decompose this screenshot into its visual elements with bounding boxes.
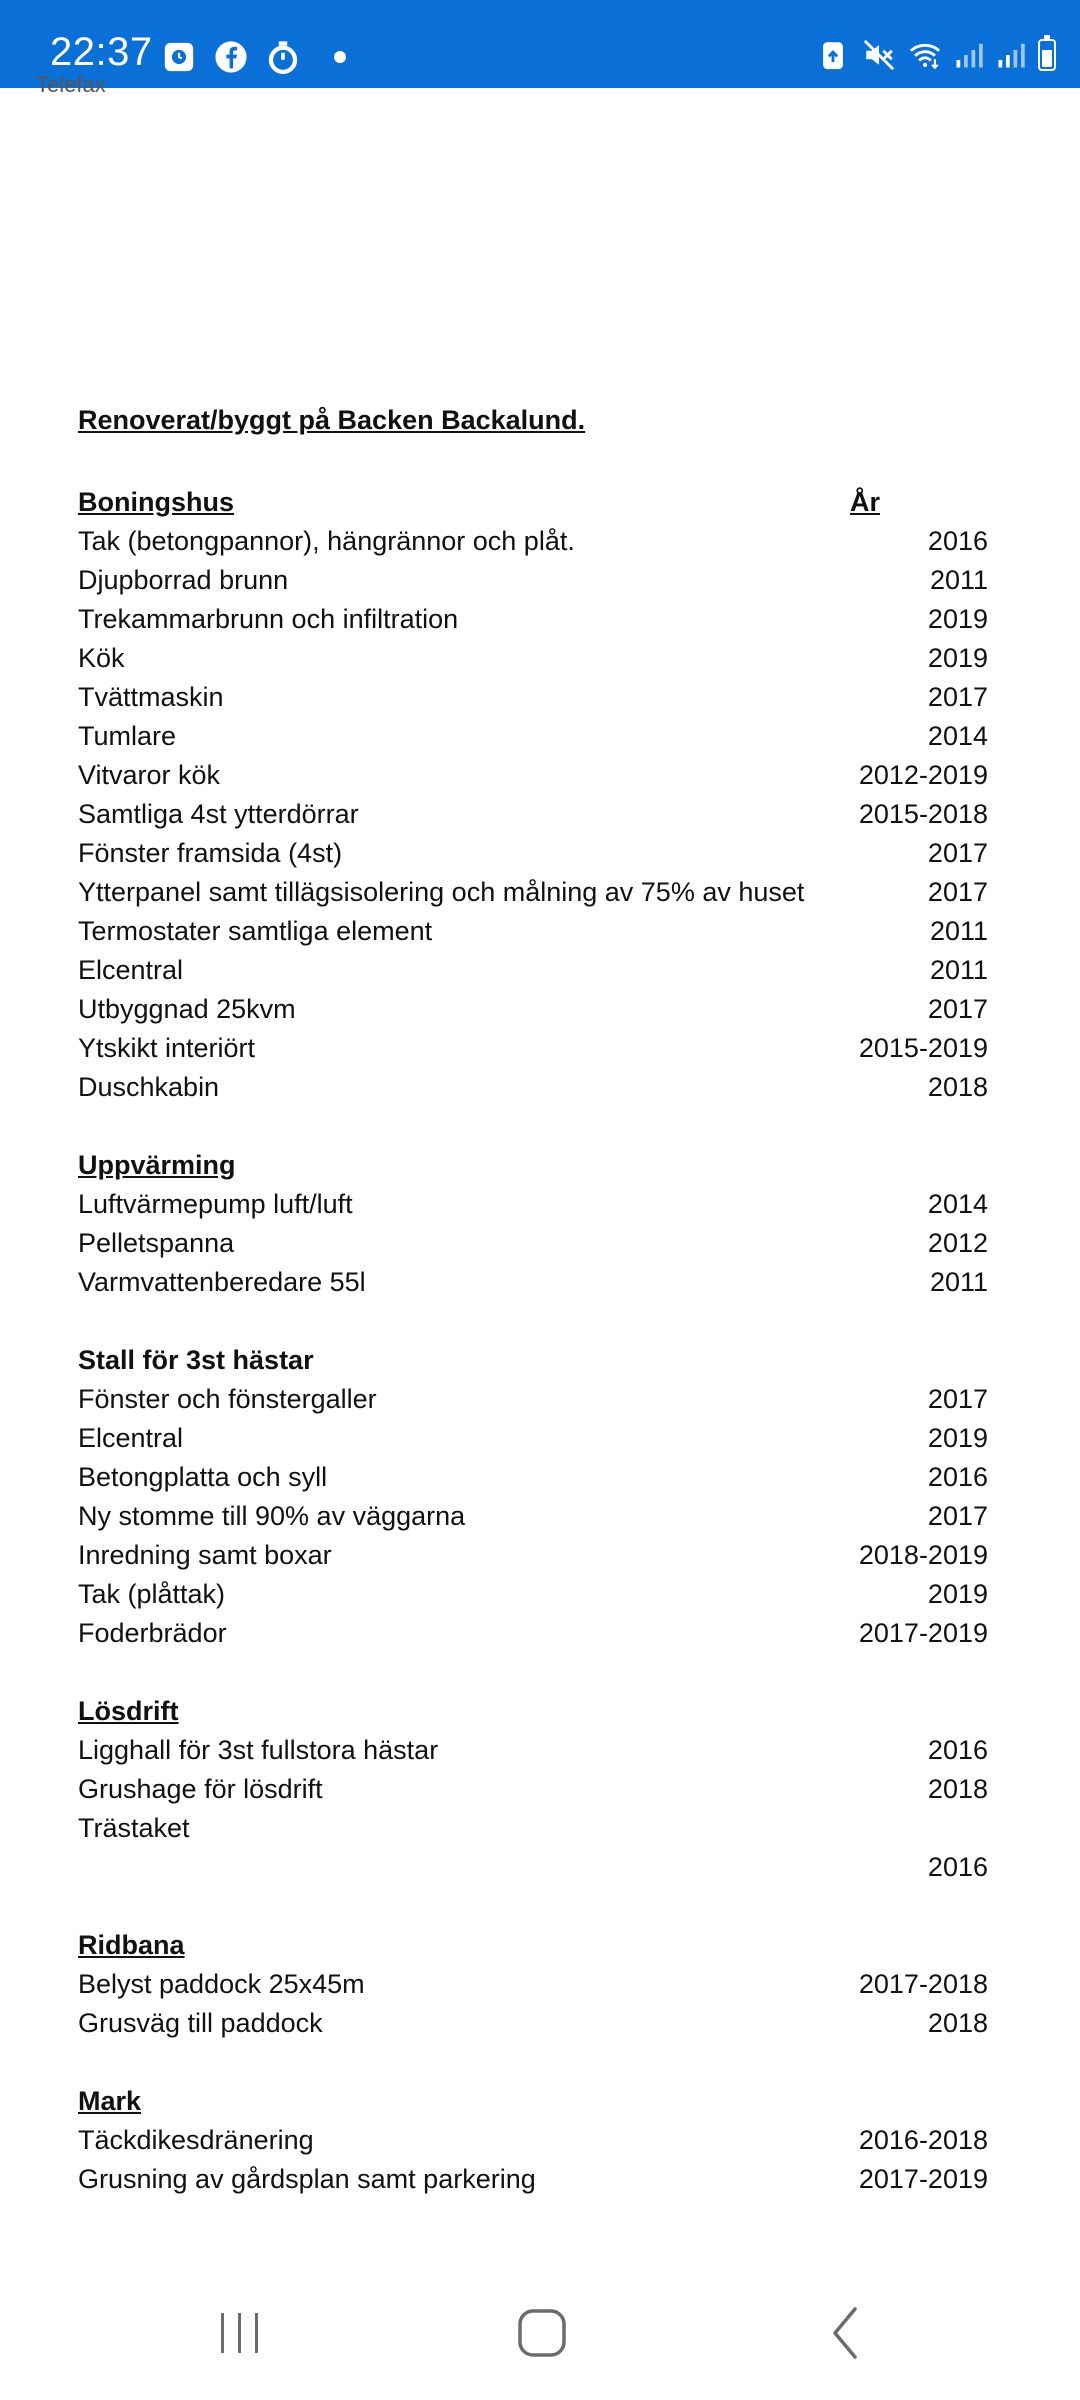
list-item — [78, 1420, 988, 1456]
list-item — [78, 640, 988, 676]
item-label: Utbyggnad 25kvm — [78, 994, 296, 1024]
list-item — [78, 991, 988, 1027]
recent-apps-button[interactable] — [200, 2298, 280, 2368]
item-year: 2019 — [927, 643, 988, 673]
item-label: Fönster och fönstergaller — [78, 1384, 377, 1414]
item-year: 2016 — [927, 526, 988, 556]
list-item — [78, 874, 988, 910]
item-year: 2019 — [927, 1579, 988, 1609]
document-title: Renoverat/byggt på Backen Backalund. — [78, 405, 586, 435]
list-item — [78, 1537, 988, 1573]
list-item — [78, 523, 988, 559]
section-heading-label: Mark — [78, 2086, 142, 2116]
home-button[interactable] — [502, 2298, 582, 2368]
item-year: 2011 — [929, 916, 988, 946]
item-year: 2017 — [927, 1384, 988, 1414]
notification-dot-icon — [334, 51, 346, 63]
item-year: 2019 — [927, 1423, 988, 1453]
item-label: Tumlare — [78, 721, 177, 751]
mute-icon — [862, 38, 896, 72]
item-year: 2017 — [927, 838, 988, 868]
item-year: 2017 — [927, 877, 988, 907]
list-item — [78, 1498, 988, 1534]
item-year: 2011 — [929, 565, 988, 595]
list-item — [78, 1966, 988, 2002]
list-item — [78, 913, 988, 949]
item-label: Tvättmaskin — [78, 682, 224, 712]
list-item — [78, 1186, 988, 1222]
section-heading-label: Stall för 3st hästar — [78, 1345, 314, 1375]
status-bar — [0, 0, 1080, 88]
item-label: Vitvaror kök — [78, 760, 221, 790]
item-label: Samtliga 4st ytterdörrar — [78, 799, 359, 829]
status-right-icons — [816, 38, 1056, 72]
status-time: 22:37 — [50, 30, 153, 74]
item-year: 2012-2019 — [858, 760, 988, 790]
item-year: 2018 — [927, 1072, 988, 1102]
item-year: 2017-2019 — [858, 2164, 988, 2194]
item-year: 2014 — [927, 721, 988, 751]
item-label: Belyst paddock 25x45m — [78, 1969, 365, 1999]
item-year: 2016 — [927, 1462, 988, 1492]
cut-off-text: Telefax — [36, 72, 106, 97]
recent-apps-icon — [215, 2308, 265, 2358]
list-item — [78, 952, 988, 988]
status-left-icons — [162, 40, 346, 74]
item-label: Betongplatta och syll — [78, 1462, 328, 1492]
list-item — [78, 757, 988, 793]
wifi-icon — [908, 38, 942, 72]
list-item — [78, 1732, 988, 1768]
signal-icon — [954, 40, 984, 70]
item-label: Foderbrädor — [78, 1618, 227, 1648]
item-year: 2016 — [927, 1852, 988, 1882]
list-item — [78, 1069, 988, 1105]
item-label: Duschkabin — [78, 1072, 220, 1102]
item-year: 2018 — [927, 1774, 988, 1804]
section-heading-label: Lösdrift — [78, 1696, 179, 1726]
list-item — [78, 2161, 988, 2197]
item-label: Ytskikt interiört — [78, 1033, 256, 1063]
battery-icon — [1038, 39, 1056, 71]
item-year: 2011 — [929, 955, 988, 985]
item-label: Kök — [78, 643, 125, 673]
item-label: Trästaket — [78, 1813, 190, 1843]
signal-icon — [996, 40, 1026, 70]
item-label: Trekammarbrunn och infiltration — [78, 604, 459, 634]
list-item — [78, 1615, 988, 1651]
item-label: Djupborrad brunn — [78, 565, 289, 595]
item-year: 2016-2018 — [858, 2125, 988, 2155]
item-label: Grusning av gårdsplan samt parkering — [78, 2164, 536, 2194]
item-label: Ny stomme till 90% av väggarna — [78, 1501, 466, 1531]
list-item — [78, 1810, 988, 1846]
year-column-header: År — [850, 487, 881, 517]
home-icon — [514, 2305, 570, 2361]
section-heading — [78, 1342, 988, 1378]
item-label: Varmvattenberedare 55l — [78, 1267, 366, 1297]
item-label: Tak (betongpannor), hängrännor och plåt. — [78, 526, 575, 556]
section-heading — [78, 484, 988, 520]
item-year: 2017 — [927, 1501, 988, 1531]
item-year: 2018-2019 — [858, 1540, 988, 1570]
list-item — [78, 1771, 988, 1807]
facebook-icon — [214, 40, 248, 74]
back-button[interactable] — [806, 2298, 886, 2368]
item-label: Elcentral — [78, 955, 184, 985]
list-item — [78, 718, 988, 754]
item-label: Pelletspanna — [78, 1228, 235, 1258]
item-year: 2018 — [927, 2008, 988, 2038]
item-year: 2017-2018 — [858, 1969, 988, 1999]
battery-saver-icon — [816, 38, 850, 72]
item-year: 2017 — [927, 682, 988, 712]
list-item — [78, 1381, 988, 1417]
calendar-icon — [162, 40, 196, 74]
item-label: Ytterpanel samt tillägsisolering och målning av 75% av huset — [78, 877, 805, 907]
section-heading-label: Boningshus — [78, 487, 234, 517]
item-year: 2015-2018 — [858, 799, 988, 829]
item-year: 2011 — [929, 1267, 988, 1297]
item-year: 2017-2019 — [858, 1618, 988, 1648]
item-label: Inredning samt boxar — [78, 1540, 332, 1570]
back-icon — [821, 2305, 871, 2361]
list-item — [78, 1576, 988, 1612]
stopwatch-icon — [266, 40, 300, 74]
item-label: Fönster framsida (4st) — [78, 838, 343, 868]
list-item — [78, 2122, 988, 2158]
list-item — [78, 1849, 988, 1885]
section-heading — [78, 1693, 988, 1729]
list-item — [78, 1459, 988, 1495]
item-year: 2012 — [927, 1228, 988, 1258]
list-item — [78, 1225, 988, 1261]
item-label: Tak (plåttak) — [78, 1579, 226, 1609]
item-label: Grusväg till paddock — [78, 2008, 323, 2038]
item-year: 2015-2019 — [858, 1033, 988, 1063]
navigation-bar — [0, 2268, 1080, 2400]
item-label: Termostater samtliga element — [78, 916, 433, 946]
item-label: Ligghall för 3st fullstora hästar — [78, 1735, 439, 1765]
list-item — [78, 562, 988, 598]
list-item — [78, 679, 988, 715]
list-item — [78, 1264, 988, 1300]
list-item — [78, 796, 988, 832]
item-label: Täckdikesdränering — [78, 2125, 314, 2155]
section-heading-label: Uppvärming — [78, 1150, 236, 1180]
item-label: Luftvärmepump luft/luft — [78, 1189, 353, 1219]
item-year: 2019 — [927, 604, 988, 634]
list-item — [78, 2005, 988, 2041]
item-year: 2014 — [927, 1189, 988, 1219]
section-heading — [78, 1147, 988, 1183]
item-year: 2017 — [927, 994, 988, 1024]
list-item — [78, 835, 988, 871]
section-heading — [78, 2083, 988, 2119]
section-heading-label: Ridbana — [78, 1930, 185, 1960]
list-item — [78, 1030, 988, 1066]
item-label: Elcentral — [78, 1423, 184, 1453]
item-year: 2016 — [927, 1735, 988, 1765]
list-item — [78, 601, 988, 637]
section-heading — [78, 1927, 988, 1963]
item-label: Grushage för lösdrift — [78, 1774, 323, 1804]
